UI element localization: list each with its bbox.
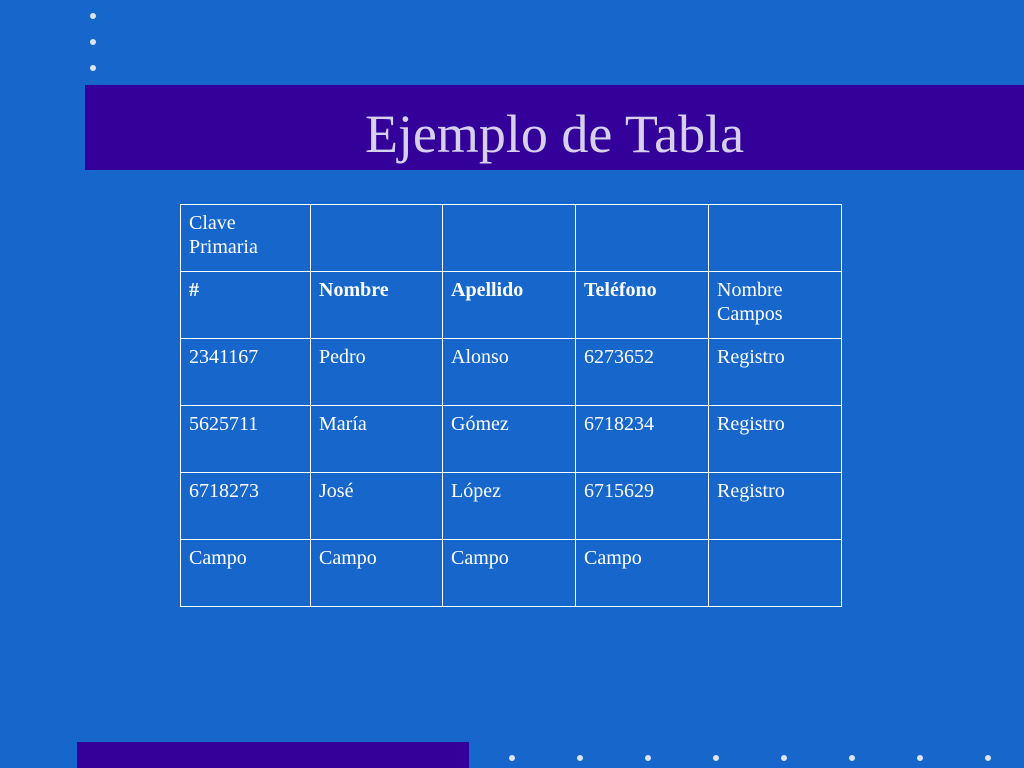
table-cell: Alonso bbox=[443, 339, 576, 406]
table-header-cell: Apellido bbox=[443, 272, 576, 339]
table-cell: Campo bbox=[181, 540, 311, 607]
decorative-dot bbox=[90, 39, 96, 45]
table-cell bbox=[709, 540, 842, 607]
table-cell bbox=[709, 205, 842, 272]
table-cell: Registro bbox=[709, 406, 842, 473]
table-cell: Clave Primaria bbox=[181, 205, 311, 272]
table-cell bbox=[443, 205, 576, 272]
table-row bbox=[181, 205, 842, 272]
table-row bbox=[181, 339, 842, 406]
decorative-dot bbox=[645, 755, 651, 761]
table-row bbox=[181, 540, 842, 607]
table-cell: José bbox=[311, 473, 443, 540]
bottom-band bbox=[77, 742, 469, 768]
table-header-row bbox=[181, 272, 842, 339]
decorative-dot bbox=[90, 13, 96, 19]
decorative-dot bbox=[985, 755, 991, 761]
table-cell: Gómez bbox=[443, 406, 576, 473]
table-cell: Campo bbox=[443, 540, 576, 607]
table-cell: Campo bbox=[311, 540, 443, 607]
table-header-cell: # bbox=[181, 272, 311, 339]
table-cell: 2341167 bbox=[181, 339, 311, 406]
decorative-dot bbox=[781, 755, 787, 761]
table-cell: 6718273 bbox=[181, 473, 311, 540]
table-cell: Registro bbox=[709, 473, 842, 540]
table-cell: María bbox=[311, 406, 443, 473]
table-cell: Campo bbox=[576, 540, 709, 607]
decorative-dot bbox=[849, 755, 855, 761]
table-cell: Nombre Campos bbox=[709, 272, 842, 339]
table-cell: 6273652 bbox=[576, 339, 709, 406]
table-cell: López bbox=[443, 473, 576, 540]
table-cell: 5625711 bbox=[181, 406, 311, 473]
decorative-dot bbox=[917, 755, 923, 761]
table-cell: Registro bbox=[709, 339, 842, 406]
data-table bbox=[180, 204, 842, 607]
table-row bbox=[181, 406, 842, 473]
table-cell bbox=[576, 205, 709, 272]
table-cell bbox=[311, 205, 443, 272]
table-cell: Pedro bbox=[311, 339, 443, 406]
slide-title: Ejemplo de Tabla bbox=[364, 104, 745, 164]
decorative-dot bbox=[509, 755, 515, 761]
table-cell: 6715629 bbox=[576, 473, 709, 540]
table-header-cell: Nombre bbox=[311, 272, 443, 339]
table-header-cell: Teléfono bbox=[576, 272, 709, 339]
decorative-dot bbox=[577, 755, 583, 761]
table-cell: 6718234 bbox=[576, 406, 709, 473]
table-row bbox=[181, 473, 842, 540]
decorative-dot bbox=[713, 755, 719, 761]
decorative-dot bbox=[90, 65, 96, 71]
